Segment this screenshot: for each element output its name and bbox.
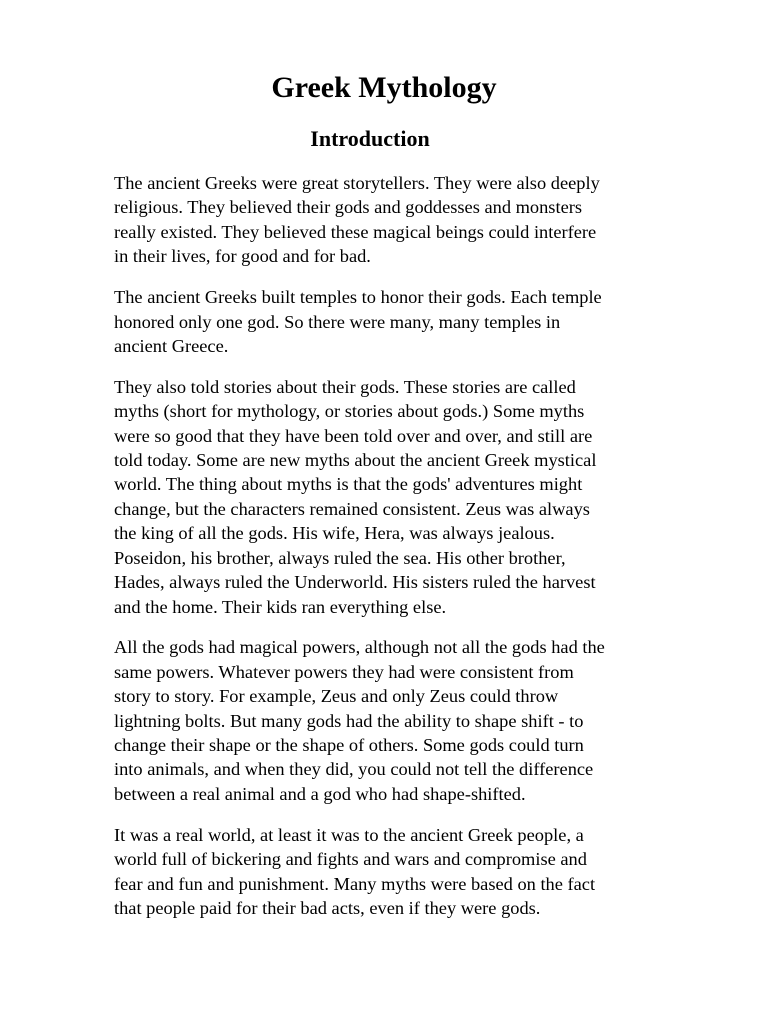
paragraph-line: were so good that they have been told over and over, and still are <box>114 425 593 446</box>
paragraph-line: All the gods had magical powers, although not all the gods had the <box>114 637 605 658</box>
paragraph-line: ancient Greece. <box>114 335 229 356</box>
paragraph-line: myths (short for mythology, or stories about gods.) Some myths <box>114 401 585 422</box>
paragraph-line: in their lives, for good and for bad. <box>114 246 371 267</box>
paragraph-line: change, but the characters remained consistent. Zeus was always <box>114 498 590 519</box>
body-text <box>114 171 660 937</box>
paragraph-line: Poseidon, his brother, always ruled the sea. His other brother, <box>114 547 566 568</box>
paragraph-line: world. The thing about myths is that the gods' adventures might <box>114 474 583 495</box>
paragraph-line: told today. Some are new myths about the ancient Greek mystical <box>114 450 597 471</box>
paragraph-line: world full of bickering and fights and wars and compromise and <box>114 849 587 870</box>
paragraph-line: between a real animal and a god who had shape-shifted. <box>114 783 526 804</box>
paragraph <box>114 285 660 358</box>
paragraph-line: They also told stories about their gods. These stories are called <box>114 376 576 397</box>
paragraph-line: same powers. Whatever powers they had were consistent from <box>114 661 574 682</box>
paragraph-line: The ancient Greeks built temples to honor their gods. Each temple <box>114 287 602 308</box>
paragraph-line: Hades, always ruled the Underworld. His sisters ruled the harvest <box>114 572 596 593</box>
section-heading: Introduction <box>310 126 430 151</box>
paragraph-line: fear and fun and punishment. Many myths were based on the fact <box>114 873 596 894</box>
paragraph-line: change their shape or the shape of others. Some gods could turn <box>114 735 584 756</box>
page-title: Greek Mythology <box>271 71 497 104</box>
paragraph <box>114 823 660 921</box>
paragraph <box>114 171 660 269</box>
paragraph-line: really existed. They believed these magical beings could interfere <box>114 221 597 242</box>
paragraph-line: The ancient Greeks were great storytellers. They were also deeply <box>114 173 600 193</box>
paragraph-line: into animals, and when they did, you could not tell the difference <box>114 759 594 780</box>
paragraph-line: that people paid for their bad acts, even if they were gods. <box>114 897 541 918</box>
paragraph-line: It was a real world, at least it was to the ancient Greek people, a <box>114 824 584 845</box>
paragraph-line: honored only one god. So there were many, many temples in <box>114 311 561 332</box>
paragraph <box>114 635 660 806</box>
paragraph-line: and the home. Their kids ran everything else. <box>114 596 447 617</box>
paragraph-line: lightning bolts. But many gods had the ability to shape shift - to <box>114 710 584 731</box>
paragraph-line: story to story. For example, Zeus and only Zeus could throw <box>114 686 559 707</box>
paragraph-line: the king of all the gods. His wife, Hera, was always jealous. <box>114 523 555 544</box>
paragraph <box>114 375 660 619</box>
paragraph-line: religious. They believed their gods and goddesses and monsters <box>114 197 583 218</box>
